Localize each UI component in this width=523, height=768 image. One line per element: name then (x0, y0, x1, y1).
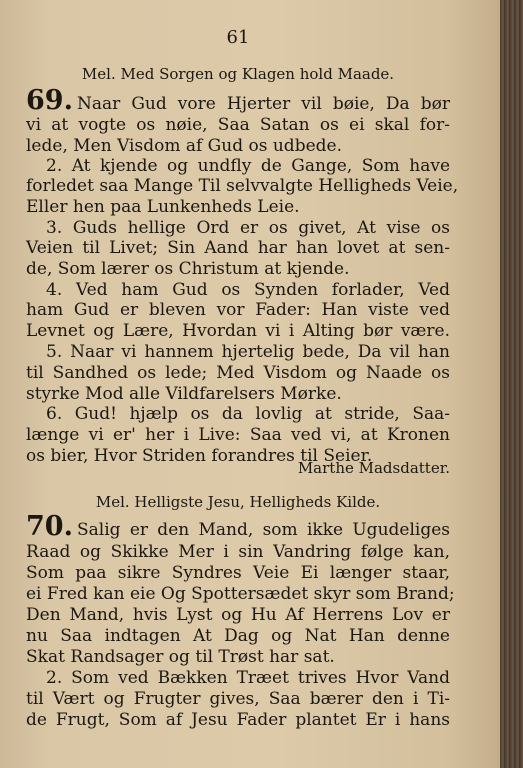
hymn-70-line: Den Mand, hvis Lyst og Hu Af Herrens Lov er (26, 605, 450, 625)
hymn-69-number: 69. (26, 85, 73, 116)
hymn-69-line: forledet saa Mange Til selvvalgte Helligheds Veie, (26, 176, 459, 196)
hymn-70-line: 2. Som ved Bækken Træet trives Hvor Vand (46, 668, 450, 688)
hymn-70-line: nu Saa indtagen At Dag og Nat Han denne (26, 626, 450, 646)
hymn-69-line: 5. Naar vi hannem hjertelig bede, Da vil han (46, 342, 450, 362)
hymn-69-line: 3. Guds hellige Ord er os givet, At vise os (46, 218, 450, 238)
hymn-69-line: lede, Men Visdom af Gud os udbede. (26, 136, 342, 156)
hymn-70-line: Raad og Skikke Mer i sin Vandring følge kan, (26, 542, 450, 562)
hymn-70-line: til Vært og Frugter gives, Saa bærer den i Ti- (26, 689, 450, 709)
hymn-69-line: 4. Ved ham Gud os Synden forlader, Ved (46, 280, 450, 300)
hymn-69-melody: Mel. Med Sorgen og Klagen hold Maade. (81, 65, 395, 83)
hymn-69-line: 69. Naar Gud vore Hjerter vil bøie, Da bør (26, 85, 450, 116)
hymn-70-line: Skat Randsager og til Trøst har sat. (26, 647, 335, 667)
hymn-70-line: Som paa sikre Syndres Veie Ei længer staar, (26, 563, 450, 583)
hymn-70-line: 70. Salig er den Mand, som ikke Ugudeliges (26, 511, 450, 542)
hymn-69-line: de, Som lærer os Christum at kjende. (26, 259, 350, 279)
hymn-69-line: vi at vogte os nøie, Saa Satan os ei skal for- (26, 115, 450, 135)
hymn-70-line: de Frugt, Som af Jesu Fader plantet Er i hans (26, 710, 450, 730)
hymn-70-melody: Mel. Helligste Jesu, Helligheds Kilde. (95, 493, 381, 511)
book-page-edges (500, 0, 523, 768)
hymn-69-line: 6. Gud! hjælp os da lovlig at stride, Saa- (46, 404, 450, 424)
hymn-69-line: til Sandhed os lede; Med Visdom og Naade os (26, 363, 450, 383)
hymn-69-line: 2. At kjende og undfly de Gange, Som have (46, 156, 450, 176)
hymn-69-line: styrke Mod alle Vildfarelsers Mørke. (26, 384, 342, 404)
hymn-69-line: ham Gud er bleven vor Fader: Han viste ved (26, 300, 450, 320)
hymn-70-line: ei Fred kan eie Og Spottersædet skyr som Brand; (26, 584, 455, 604)
hymn-69-line: længe vi er' her i Live: Saa ved vi, at Kronen (26, 425, 450, 445)
hymn-69-line: Eller hen paa Lunkenheds Leie. (26, 197, 300, 217)
hymn-69-line: Veien til Livet; Sin Aand har han lovet at sen- (26, 238, 450, 258)
hymn-69-line: Levnet og Lære, Hvordan vi i Alting bør være. (26, 321, 450, 341)
page-number: 61 (226, 27, 250, 48)
hymn-70-number: 70. (26, 511, 73, 542)
hymn-69-line: os bier, Hvor Striden forandres til Seier. (26, 446, 373, 466)
hymn-69-author: Marthe Madsdatter. (297, 459, 450, 477)
